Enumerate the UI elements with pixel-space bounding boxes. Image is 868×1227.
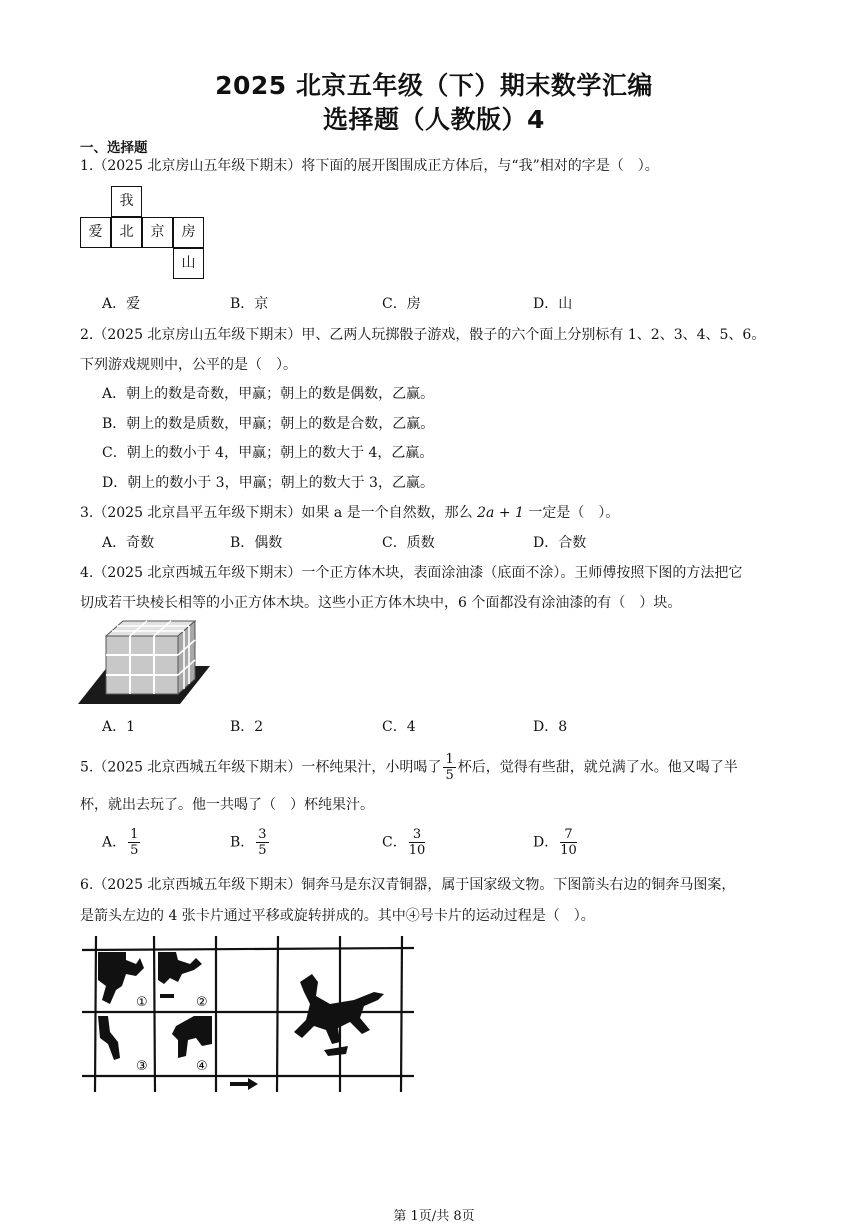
q5-option-b-label: B． (230, 834, 255, 851)
q5-option-c-fraction (409, 827, 426, 858)
net-cell-wo: 我 (111, 186, 142, 217)
q3-expression: 2a + 1 (477, 505, 524, 521)
q4-text-line1: 4.（2025 北京西城五年级下期末）一个正方体木块，表面涂油漆（底面不涂）。王师傅按照下图的方法把它 (80, 565, 743, 581)
q5-fraction-numerator: 1 (445, 752, 454, 767)
q5-option-b[interactable] (230, 827, 271, 858)
q5-option-c-label: C． (382, 834, 407, 851)
q5-option-a[interactable] (102, 827, 142, 858)
q6-text-line1: 6.（2025 北京西城五年级下期末）铜奔马是东汉青铜器，属于国家级文物。下图箭头右边的铜奔马图案， (80, 877, 736, 893)
q5-option-a-numerator: 1 (130, 827, 139, 842)
q5-option-d[interactable] (533, 827, 579, 858)
net-cell-jing: 京 (142, 217, 173, 248)
q1-option-d[interactable]: D．山 (533, 296, 573, 312)
painted-cube-figure (78, 618, 213, 708)
net-cell-fang: 房 (173, 217, 204, 248)
card-1-label: ① (136, 995, 148, 1010)
net-cell-bei: 北 (111, 217, 142, 248)
q4-option-a[interactable]: A．1 (102, 719, 136, 735)
net-cell-shan: 山 (173, 248, 204, 279)
q5-text-line2: 杯，就出去玩了。他一共喝了（ ）杯纯果汁。 (80, 797, 374, 813)
q1-option-a[interactable]: A．爱 (102, 296, 141, 312)
q3-text (80, 502, 619, 522)
q5-option-b-fraction (256, 827, 268, 858)
q2-option-d[interactable]: D．朝上的数小于 3，甲赢；朝上的数大于 3，乙赢。 (102, 475, 434, 491)
q2-option-b[interactable]: B．朝上的数是质数，甲赢；朝上的数是合数，乙赢。 (102, 416, 435, 432)
card-4-shape (172, 1016, 212, 1058)
card-4-label: ④ (196, 1059, 208, 1074)
q5-option-a-label: A． (102, 834, 127, 851)
q4-option-d[interactable]: D．8 (533, 719, 568, 735)
q5-option-a-fraction (128, 827, 140, 858)
q5-option-d-numerator: 7 (560, 827, 577, 843)
q5-text-part1: 5.（2025 北京西城五年级下期末）一杯纯果汁，小明喝了 (80, 759, 442, 776)
q5-option-d-denominator: 10 (560, 843, 577, 858)
q5-option-c-denominator: 10 (408, 843, 426, 858)
q3-option-b[interactable]: B．偶数 (230, 535, 283, 551)
card-3-label: ③ (136, 1059, 148, 1074)
q5-text-part2: 杯后，觉得有些甜，就兑满了水。他又喝了半 (457, 759, 738, 776)
card-2-base (160, 994, 174, 998)
q2-option-a[interactable]: A．朝上的数是奇数，甲赢；朝上的数是偶数，乙赢。 (102, 386, 435, 402)
q5-option-b-denominator: 5 (258, 843, 267, 858)
card-3-shape (98, 1016, 120, 1060)
q3-option-c[interactable]: C．质数 (382, 535, 435, 551)
page-title-line1: 2025 北京五年级（下）期末数学汇编 (215, 71, 653, 100)
q2-option-c[interactable]: C．朝上的数小于 4，甲赢；朝上的数大于 4，乙赢。 (102, 445, 434, 461)
q5-fraction-denominator: 5 (445, 768, 454, 783)
q5-option-d-fraction (560, 827, 577, 858)
q5-option-a-denominator: 5 (130, 843, 139, 858)
page-title-line2: 选择题（人教版）4 (323, 105, 545, 134)
q3-text-suffix: 一定是（ ）。 (523, 505, 620, 521)
q1-option-c[interactable]: C．房 (382, 296, 421, 312)
card-2-shape (158, 952, 202, 984)
q2-text-line1: 2.（2025 北京房山五年级下期末）甲、乙两人玩掷骰子游戏，骰子的六个面上分别标有 1、2、3、4、5、6。 (80, 327, 766, 343)
q4-option-c[interactable]: C．4 (382, 719, 416, 735)
card-2-label: ② (196, 995, 208, 1010)
puzzle-grid (82, 936, 414, 1092)
q5-text-line1 (80, 752, 738, 783)
q2-text-line2: 下列游戏规则中，公平的是（ ）。 (80, 357, 297, 373)
q3-option-a[interactable]: A．奇数 (102, 535, 155, 551)
net-cell-ai: 爱 (80, 217, 111, 248)
section-heading: 一、选择题 (80, 140, 148, 156)
q3-text-prefix: 3.（2025 北京昌平五年级下期末）如果 a 是一个自然数，那么 (80, 505, 478, 521)
q3-option-d[interactable]: D．合数 (533, 535, 587, 551)
bronze-horse-puzzle-figure (78, 934, 418, 1094)
q1-option-b[interactable]: B．京 (230, 296, 269, 312)
q5-option-c[interactable] (382, 827, 427, 858)
arrow-right-icon (230, 1078, 258, 1090)
q5-option-c-numerator: 3 (409, 827, 426, 843)
page-footer: 第 1页/共 8页 (393, 1209, 475, 1224)
q4-option-b[interactable]: B．2 (230, 719, 264, 735)
q5-inline-fraction (443, 752, 455, 783)
q5-option-d-label: D． (533, 834, 559, 851)
q6-text-line2: 是箭头左边的 4 张卡片通过平移或旋转拼成的。其中④号卡片的运动过程是（ ）。 (80, 908, 595, 924)
q5-option-b-numerator: 3 (258, 827, 267, 842)
q1-text: 1.（2025 北京房山五年级下期末）将下面的展开图围成正方体后，与“我”相对的字是（ ）。 (80, 158, 659, 174)
q4-text-line2: 切成若干块棱长相等的小正方体木块。这些小正方体木块中，6 个面都没有涂油漆的有（ ）块。 (80, 595, 682, 611)
horse-swallow-shape (324, 1046, 348, 1056)
